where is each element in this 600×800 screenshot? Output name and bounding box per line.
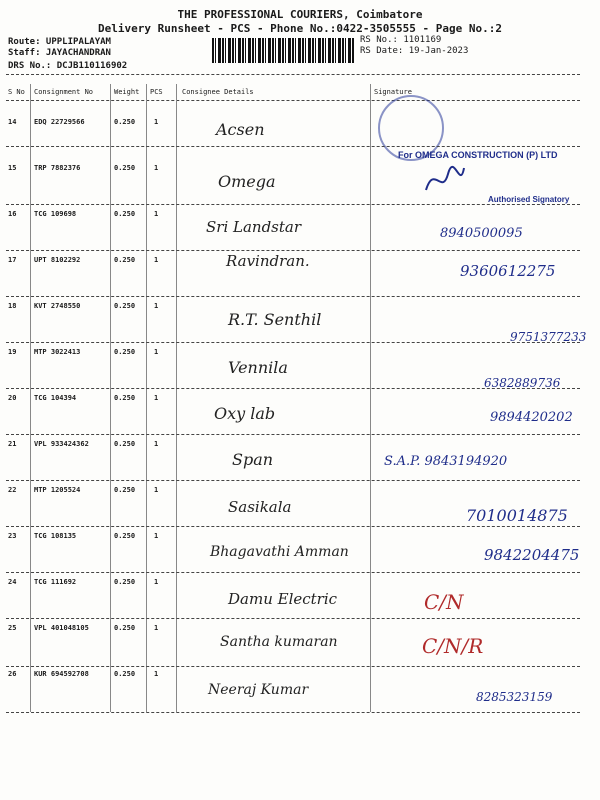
divider xyxy=(6,388,580,389)
consignment-cell: MTP 3022413 xyxy=(34,348,81,356)
divider xyxy=(6,296,580,297)
consignee-name: Santha kumaran xyxy=(220,634,338,650)
route-label: Route: UPPLIPALAYAM xyxy=(8,37,111,47)
sno-cell: 25 xyxy=(8,624,17,632)
consignee-name: Sri Landstar xyxy=(206,218,302,236)
divider xyxy=(6,146,580,147)
consignment-cell: VPL 401048105 xyxy=(34,624,89,632)
consignee-name: Bhagavathi Amman xyxy=(210,544,349,560)
signature-phone: 8285323159 xyxy=(476,690,553,704)
divider xyxy=(6,712,580,713)
pcs-cell: 1 xyxy=(154,118,159,126)
consignee-name: Vennila xyxy=(228,358,288,377)
consignee-name: Ravindran. xyxy=(226,252,310,270)
divider xyxy=(6,74,580,75)
sno-cell: 21 xyxy=(8,440,17,448)
pcs-cell: 1 xyxy=(154,256,159,264)
weight-cell: 0.250 xyxy=(114,624,136,632)
consignee-name: Omega xyxy=(218,172,276,191)
sno-cell: 17 xyxy=(8,256,17,264)
divider xyxy=(6,204,580,205)
consignment-cell: EDQ 22729566 xyxy=(34,118,85,126)
divider xyxy=(6,342,580,343)
consignment-cell: TRP 7882376 xyxy=(34,164,81,172)
consignee-name: Span xyxy=(232,450,274,469)
col-weight: Weight xyxy=(114,88,140,96)
signature-phone: 9751377233 xyxy=(510,330,587,344)
consignment-cell: VPL 933424362 xyxy=(34,440,89,448)
barcode xyxy=(212,38,354,63)
consignment-cell: KUR 694592708 xyxy=(34,670,89,678)
pcs-cell: 1 xyxy=(154,164,159,172)
sno-cell: 26 xyxy=(8,670,17,678)
sno-cell: 15 xyxy=(8,164,17,172)
sno-cell: 14 xyxy=(8,118,17,126)
weight-cell: 0.250 xyxy=(114,394,136,402)
stamp-company: For OMEGA CONSTRUCTION (P) LTD xyxy=(398,150,558,160)
signature-phone: S.A.P. 9843194920 xyxy=(384,454,508,469)
sno-cell: 22 xyxy=(8,486,17,494)
sno-cell: 23 xyxy=(8,532,17,540)
pcs-cell: 1 xyxy=(154,670,159,678)
rs-number: RS No.: 1101169 xyxy=(360,35,442,45)
drs-number: DRS No.: DCJB110116902 xyxy=(8,61,128,71)
weight-cell: 0.250 xyxy=(114,486,136,494)
signature-scribble xyxy=(420,160,470,200)
consignment-cell: TCG 111692 xyxy=(34,578,77,586)
weight-cell: 0.250 xyxy=(114,348,136,356)
weight-cell: 0.250 xyxy=(114,532,136,540)
consignee-name: R.T. Senthil xyxy=(228,310,322,329)
signature-phone: 6382889736 xyxy=(484,376,561,390)
divider xyxy=(6,480,580,481)
signature-phone: 7010014875 xyxy=(466,506,568,525)
sno-cell: 16 xyxy=(8,210,17,218)
sno-cell: 18 xyxy=(8,302,17,310)
col-pcs: PCS xyxy=(150,88,163,96)
col-sno: S No xyxy=(8,88,25,96)
consignment-cell: TCG 104394 xyxy=(34,394,77,402)
status-mark: C/N xyxy=(424,590,464,614)
pcs-cell: 1 xyxy=(154,348,159,356)
divider xyxy=(6,666,580,667)
weight-cell: 0.250 xyxy=(114,118,136,126)
pcs-cell: 1 xyxy=(154,394,159,402)
stamp-authorised: Authorised Signatory xyxy=(488,195,570,204)
consignee-name: Oxy lab xyxy=(214,404,276,423)
col-consignment: Consignment No xyxy=(34,88,94,96)
consignment-cell: KVT 2748550 xyxy=(34,302,81,310)
runsheet-subtitle: Delivery Runsheet - PCS - Phone No.:0422-3505555 - Page No.:2 xyxy=(98,22,502,35)
col-consignee: Consignee Details xyxy=(182,88,254,96)
pcs-cell: 1 xyxy=(154,302,159,310)
divider xyxy=(6,434,580,435)
sno-cell: 20 xyxy=(8,394,17,402)
weight-cell: 0.250 xyxy=(114,210,136,218)
consignee-name: Sasikala xyxy=(228,498,292,516)
signature-phone: 9894420202 xyxy=(490,410,573,425)
divider xyxy=(6,250,580,251)
weight-cell: 0.250 xyxy=(114,440,136,448)
weight-cell: 0.250 xyxy=(114,302,136,310)
signature-phone: 9360612275 xyxy=(460,262,556,280)
consignment-cell: MTP 1205524 xyxy=(34,486,81,494)
status-mark: C/N/R xyxy=(422,634,484,658)
consignee-name: Damu Electric xyxy=(228,590,338,608)
weight-cell: 0.250 xyxy=(114,670,136,678)
divider xyxy=(6,618,580,619)
sno-cell: 19 xyxy=(8,348,17,356)
consignee-name: Acsen xyxy=(216,120,265,139)
pcs-cell: 1 xyxy=(154,532,159,540)
consignee-name: Neeraj Kumar xyxy=(208,682,309,698)
weight-cell: 0.250 xyxy=(114,256,136,264)
weight-cell: 0.250 xyxy=(114,578,136,586)
consignment-cell: TCG 109698 xyxy=(34,210,77,218)
pcs-cell: 1 xyxy=(154,624,159,632)
pcs-cell: 1 xyxy=(154,578,159,586)
divider xyxy=(6,100,580,101)
weight-cell: 0.250 xyxy=(114,164,136,172)
rs-date: RS Date: 19-Jan-2023 xyxy=(360,46,469,56)
consignment-cell: UPT 8102292 xyxy=(34,256,81,264)
staff-label: Staff: JAYACHANDRAN xyxy=(8,48,111,58)
signature-phone: 9842204475 xyxy=(484,546,580,564)
sno-cell: 24 xyxy=(8,578,17,586)
divider xyxy=(6,526,580,527)
pcs-cell: 1 xyxy=(154,486,159,494)
pcs-cell: 1 xyxy=(154,210,159,218)
consignment-cell: TCG 108135 xyxy=(34,532,77,540)
company-title: THE PROFESSIONAL COURIERS, Coimbatore xyxy=(177,8,423,21)
signature-phone: 8940500095 xyxy=(440,226,523,241)
col-signature: Signature xyxy=(374,88,412,96)
pcs-cell: 1 xyxy=(154,440,159,448)
divider xyxy=(6,572,580,573)
